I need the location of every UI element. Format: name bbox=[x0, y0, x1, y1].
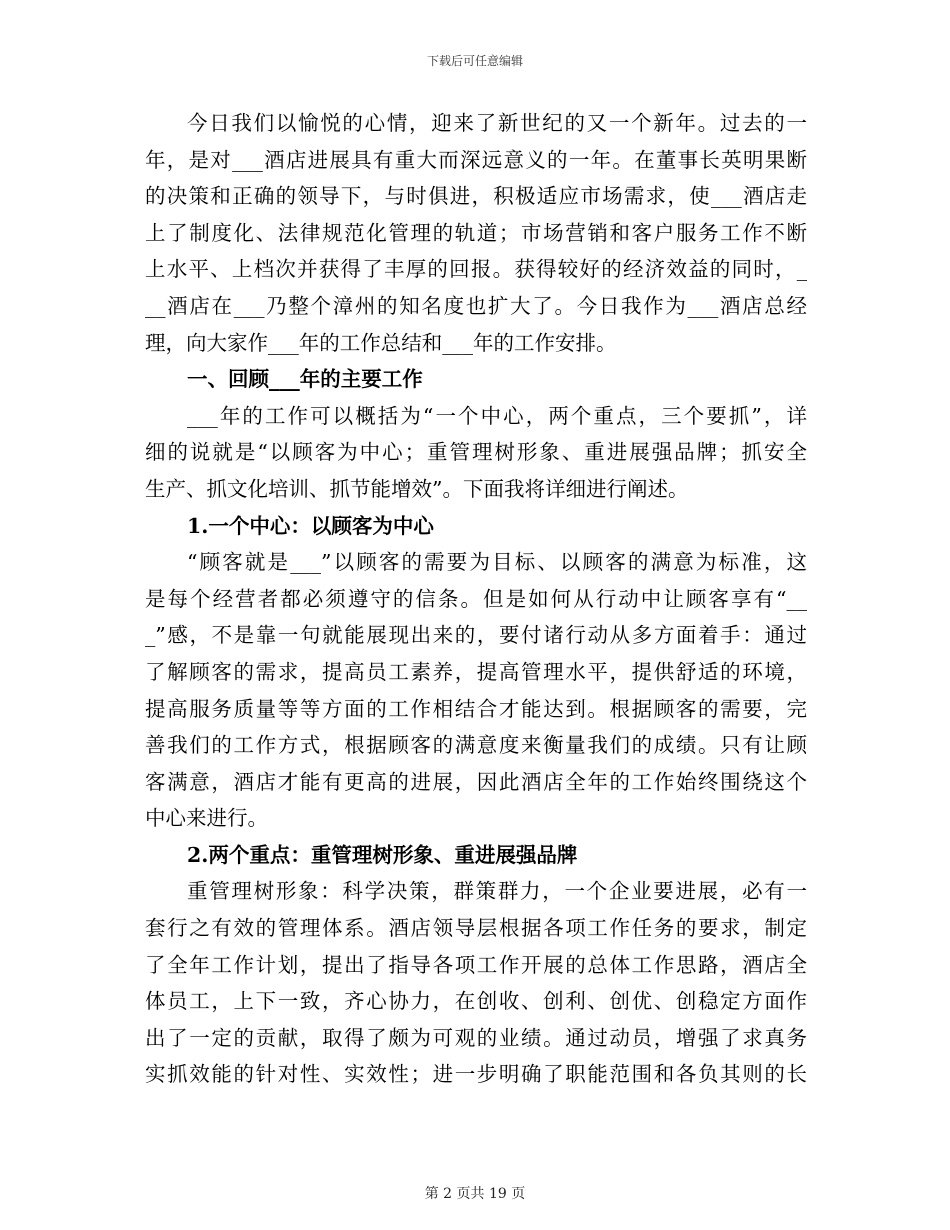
paragraph-line: 是每个经营者都必须遵守的信条。但是如何从行动中让顾客享有“__ bbox=[145, 586, 807, 611]
paragraph-line: 出了一定的贡献，取得了颇为可观的业绩。通过动员，增强了求真务 bbox=[145, 1025, 807, 1050]
subsection-heading: 2.两个重点：重管理树形象、重进展强品牌 bbox=[187, 842, 578, 867]
paragraph-line: 理，向大家作___年的工作总结和___年的工作安排。 bbox=[145, 330, 617, 355]
paragraph-line: _”感，不是靠一句就能展现出来的，要付诸行动从多方面着手：通过 bbox=[145, 623, 807, 648]
page-header: 下载后可任意编辑 bbox=[426, 54, 523, 68]
paragraph-line: __酒店在___乃整个漳州的知名度也扩大了。今日我作为___酒店总经 bbox=[145, 293, 807, 318]
paragraph-line: ___年的工作可以概括为“一个中心，两个重点，三个要抓”，详 bbox=[187, 403, 807, 428]
section-heading: 一、回顾___年的主要工作 bbox=[187, 367, 423, 392]
paragraph-line: 年，是对___酒店进展具有重大而深远意义的一年。在董事长英明果断 bbox=[145, 147, 807, 172]
paragraph-line: 体员工，上下一致，齐心协力，在创收、创利、创优、创稳定方面作 bbox=[145, 989, 807, 1014]
paragraph-line: 上了制度化、法律规范化管理的轨道；市场营销和客户服务工作不断 bbox=[145, 220, 807, 245]
subsection-heading: 1.一个中心：以顾客为中心 bbox=[187, 513, 434, 538]
paragraph-line: 善我们的工作方式，根据顾客的满意度来衡量我们的成绩。只有让顾 bbox=[145, 733, 807, 758]
paragraph-line: “顾客就是___”以顾客的需要为目标、以顾客的满意为标准，这 bbox=[187, 550, 807, 575]
paragraph-line: 套行之有效的管理体系。酒店领导层根据各项工作任务的要求，制定 bbox=[145, 916, 807, 941]
paragraph-line: 生产、抓文化培训、抓节能增效”。下面我将详细进行阐述。 bbox=[145, 476, 689, 501]
document-body bbox=[145, 105, 807, 1093]
paragraph-line: 了解顾客的需求，提高员工素养，提高管理水平，提供舒适的环境， bbox=[145, 659, 807, 684]
paragraph-line: 客满意，酒店才能有更高的进展，因此酒店全年的工作始终围绕这个 bbox=[145, 769, 807, 794]
paragraph-line: 上水平、上档次并获得了丰厚的回报。获得较好的经济效益的同时，_ bbox=[145, 257, 807, 282]
paragraph-line: 重管理树形象：科学决策，群策群力，一个企业要进展，必有一 bbox=[187, 879, 807, 904]
paragraph-line: 提高服务质量等等方面的工作相结合才能达到。根据顾客的需要，完 bbox=[145, 696, 807, 721]
paragraph-line: 的决策和正确的领导下，与时俱进，积极适应市场需求，使___酒店走 bbox=[145, 184, 807, 209]
paragraph-line: 细的说就是“以顾客为中心；重管理树形象、重进展强品牌；抓安全 bbox=[145, 440, 807, 465]
page-footer: 第 2 页共 19 页 bbox=[424, 1186, 526, 1202]
paragraph-line: 实抓效能的针对性、实效性；进一步明确了职能范围和各负其则的长 bbox=[145, 1062, 807, 1087]
paragraph-line: 今日我们以愉悦的心情，迎来了新世纪的又一个新年。过去的一 bbox=[187, 111, 807, 135]
paragraph-line: 了全年工作计划，提出了指导各项工作开展的总体工作思路，酒店全 bbox=[145, 952, 807, 977]
paragraph-line: 中心来进行。 bbox=[145, 806, 268, 831]
